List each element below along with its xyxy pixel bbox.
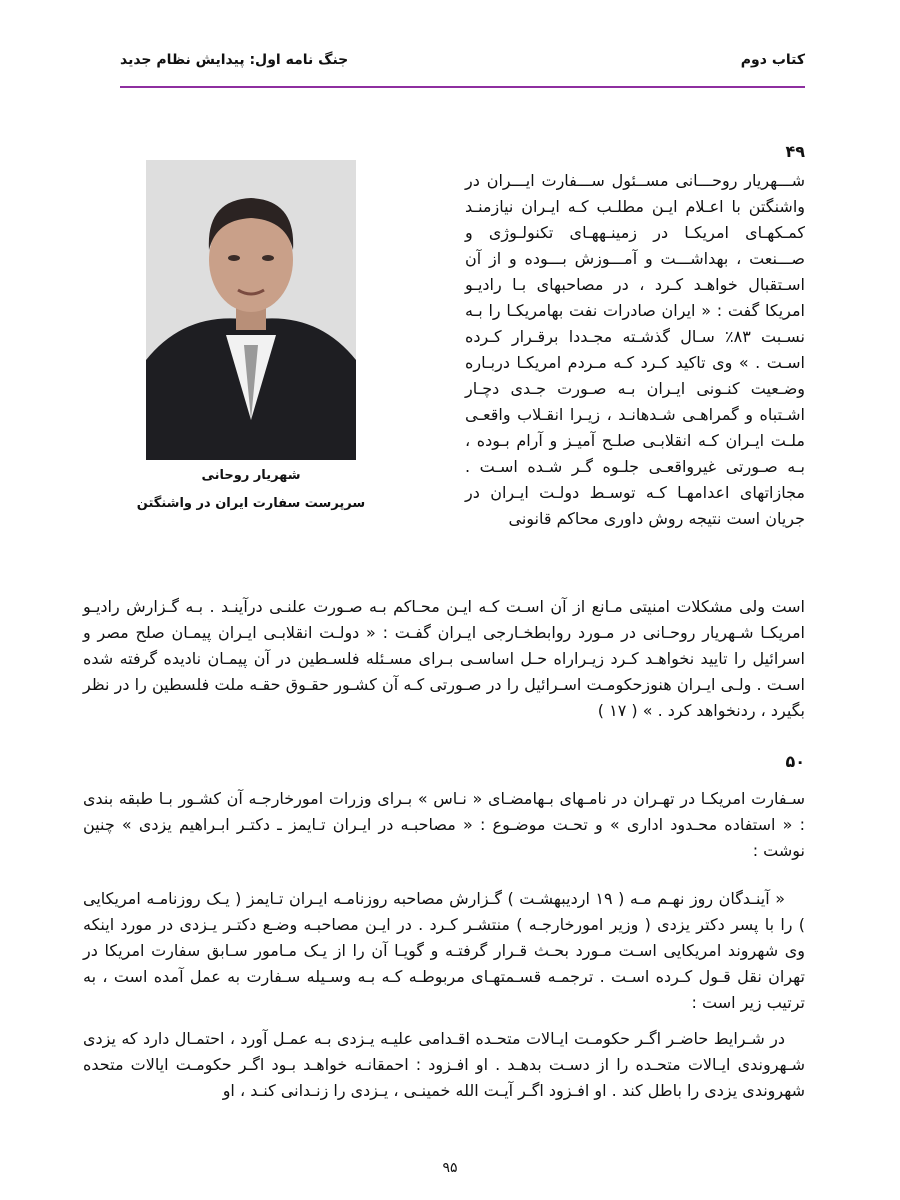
portrait-image (146, 160, 356, 460)
photo-caption-title: سرپرست سفارت ایران در واشنگتن (136, 496, 366, 511)
section-paragraph: سـفارت امریکـا در تهـران در نامـهای بـهامضـای « نـاس » بـرای وزرات امورخارجـه آن کشـور بـا طبقه بندی : « استفاده محـدود اداری » و تحـت موضـوع : « مصاحبـه در ایـران تـایمز ـ دکتـر ابـراهیم یزدی » چنین نوشت : (83, 789, 805, 860)
portrait-photo (146, 160, 356, 460)
section-paragraph: شـــهریار روحـــانی مســئول ســـفارت ایـــران در واشنگتن با اعـلام ایـن مطلـب کـه ایـران نیازمنـد کمـکهـای امریکـا در زمینـههـای تکنولـوژی و صـــنعت ، بهداشـــت و آمـــوزش بـــوده و از آن اسـتقبال خواهـد کـرد ، در مصاحبهای بـا رادیـو امریکا گفت : « ایران صادرات نفت بهامریکـا را بـه نسـبت ۸۳٪ سـال گذشـته مجـددا برقـرار کـرده اسـت . » وی تاکید کـرد کـه مـردم امریکـا دربـاره وضـعیت کنـونی ایـران بـه صـورت جـدی دچـار اشـتباه و گمراهـی شـدهانـد ، زیـرا انقـلاب واقعـی ملـت ایـران کـه انقلابـی صلـح آمیـز و آرام بـوده ، بـه صـورتی غیرواقعـی جلـوه گـر شـده اسـت . مجازاتهای اعدامهـا کـه توسـط دولـت ایـران در جریان است نتیجه روش داوری محاکم قانونی (465, 171, 805, 528)
page-header (120, 50, 805, 88)
section-paragraph: است ولی مشکلات امنیتی مـانع از آن اسـت کـه ایـن محـاکم بـه صـورت علنـی درآینـد . بـه گـزارش رادیـو امریکـا شـهریار روحـانی در مـورد روابطخـارجی ایـران گفـت : « دولـت انقلابـی ایـران پیمـان صلح مصر و اسرائیل را تایید نخواهـد کـرد زیـراراه حـل اساسـی بـرای مسـئله فلسـطین در آن پیمـان نادیده گرفته شده اسـت . ولـی ایـران هنوزحکومـت اسـرائیل را در صـورتی کـه آن کشـور حقـوق حقـه ملت فلسطین را در نظر بگیرد ، ردنخواهد کرد . » ( ۱۷ ) (83, 597, 805, 720)
section-paragraph: در شـرایط حاضـر اگـر حکومـت ایـالات متحـده اقـدامی علیـه یـزدی بـه عمـل آورد ، احتمـال دارد که یزدی شـهروندی ایـالات متحـده را از دسـت بدهـد . او افـزود : احمقانـه خواهـد بـود اگـر حکومـت ایالات متحده شهروندی یزدی را باطل کند . او افـزود اگـر آیـت الله خمینـی ، یـزدی را زنـدانی کنـد ، او (83, 1029, 805, 1100)
section-number: ۴۹ (785, 142, 805, 161)
book-title: کتاب دوم (740, 52, 805, 68)
photo-caption-name: شهریار روحانی (201, 468, 301, 483)
page-number: ۹۵ (442, 1160, 458, 1176)
chapter-title: جنگ نامه اول: پیدایش نظام جدید (120, 52, 349, 68)
section-number: ۵۰ (785, 752, 805, 771)
section-paragraph: « آینـدگان روز نهـم مـه ( ۱۹ اردیبهشـت ) گـزارش مصاحبه روزنامـه ایـران تـایمز ( یـک روزنامـه امریکایی ) را با پسر دکتر یزدی ( وزیر امورخارجـه ) منتشـر کـرد . در ایـن مصاحبـه وضـع دکتـر یـزدی در مورد اینکه وی شهروند امریکایی اسـت مـورد بحـث قـرار گرفتـه و گویـا آن را از یـک مـامور سـابق سفارت امریکا در تهران نقل قـول کـرده اسـت . ترجمـه قسـمتهـای مربوطـه کـه بـه وسـیله سـفارت به عمل آمده است ، به ترتیب زیر است : (83, 889, 805, 1012)
